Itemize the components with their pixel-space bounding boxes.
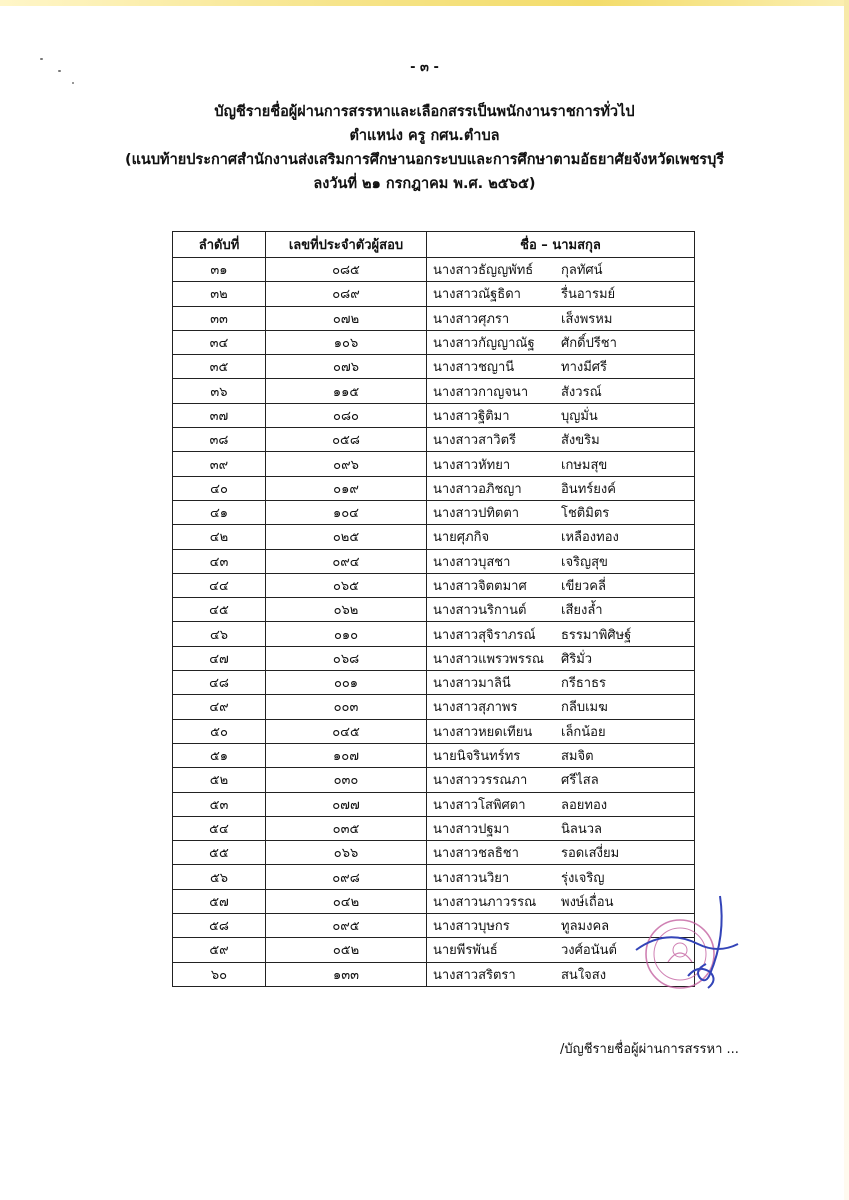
- row-order: ๔๖: [173, 622, 266, 646]
- row-exam-id: ๐๔๕: [266, 719, 427, 743]
- table-row: [173, 865, 695, 889]
- row-order: ๓๑: [173, 258, 266, 282]
- row-first-name: นางสาวนวิยา: [433, 870, 510, 886]
- row-first-name: นางสาวสุภาพร: [433, 700, 518, 716]
- row-first-name: นางสาวแพรวพรรณ: [433, 651, 544, 667]
- title-line-3: (แนบท้ายประกาศสำนักงานส่งเสริมการศึกษานอกระบบและการศึกษาตามอัธยาศัยจังหวัดเพชรบุรี: [124, 152, 725, 168]
- row-order: ๓๕: [173, 355, 266, 379]
- row-last-name: เกษมสุข: [561, 457, 608, 473]
- row-exam-id: ๐๑๙: [266, 476, 427, 500]
- row-full-name: [427, 622, 695, 646]
- table-header-row: [173, 232, 695, 258]
- row-exam-id: ๐๙๘: [266, 865, 427, 889]
- header-order: ลำดับที่: [173, 232, 266, 258]
- row-full-name: [427, 549, 695, 573]
- table-row: [173, 962, 695, 986]
- row-first-name: นางสาวโสพิศตา: [433, 797, 526, 813]
- row-first-name: นางสาวสริตรา: [433, 967, 516, 983]
- document-title: [0, 100, 849, 196]
- row-full-name: [427, 671, 695, 695]
- row-full-name: [427, 330, 695, 354]
- row-last-name: ศักดิ์ปรีชา: [561, 336, 617, 352]
- table-row: [173, 719, 695, 743]
- row-last-name: ศิริมั่ว: [561, 651, 593, 667]
- table-row: [173, 914, 695, 938]
- row-order: ๔๕: [173, 598, 266, 622]
- table-row: [173, 841, 695, 865]
- page-edge-top: [0, 0, 849, 6]
- row-last-name: กรีธาธร: [561, 676, 607, 692]
- row-order: ๔๐: [173, 476, 266, 500]
- row-first-name: นางสาวมาลินี: [433, 676, 511, 692]
- row-full-name: [427, 282, 695, 306]
- row-order: ๓๒: [173, 282, 266, 306]
- row-last-name: กุลทัศน์: [561, 263, 603, 279]
- row-exam-id: ๐๐๓: [266, 695, 427, 719]
- row-first-name: นางสาวหัทยา: [433, 457, 511, 473]
- row-exam-id: ๐๙๕: [266, 914, 427, 938]
- row-last-name: ศรีไสล: [561, 773, 599, 789]
- row-exam-id: ๐๖๖: [266, 841, 427, 865]
- row-first-name: นางสาวสาวิตรี: [433, 433, 517, 449]
- table-row: [173, 379, 695, 403]
- row-exam-id: ๐๖๘: [266, 646, 427, 670]
- row-first-name: นางสาวชลธิชา: [433, 846, 519, 862]
- row-exam-id: ๐๓๐: [266, 768, 427, 792]
- row-last-name: เล็กน้อย: [561, 724, 606, 740]
- row-order: ๔๑: [173, 500, 266, 524]
- table-row: [173, 330, 695, 354]
- row-full-name: [427, 719, 695, 743]
- table-row: [173, 598, 695, 622]
- row-last-name: บุญมั่น: [561, 408, 598, 424]
- row-full-name: [427, 841, 695, 865]
- row-first-name: นายศุภกิจ: [433, 530, 490, 546]
- row-last-name: เหลืองทอง: [561, 530, 619, 546]
- row-order: ๓๘: [173, 428, 266, 452]
- row-exam-id: ๐๗๖: [266, 355, 427, 379]
- row-first-name: นายพีรพันธ์: [433, 943, 498, 959]
- row-full-name: [427, 355, 695, 379]
- row-order: ๔๓: [173, 549, 266, 573]
- table-row: [173, 743, 695, 767]
- row-last-name: ลอยทอง: [561, 797, 608, 813]
- row-last-name: เจริญสุข: [561, 554, 608, 570]
- row-exam-id: ๑๐๗: [266, 743, 427, 767]
- row-order: ๓๔: [173, 330, 266, 354]
- official-stamp-signature: [628, 892, 743, 1004]
- row-full-name: [427, 598, 695, 622]
- row-exam-id: ๐๖๕: [266, 573, 427, 597]
- row-first-name: นางสาวธัญญพัทธ์: [433, 263, 534, 279]
- table-row: [173, 452, 695, 476]
- row-exam-id: ๐๑๐: [266, 622, 427, 646]
- row-first-name: นางสาวบุสชา: [433, 554, 511, 570]
- table-body: [173, 258, 695, 987]
- row-full-name: [427, 695, 695, 719]
- row-last-name: รุ่งเจริญ: [561, 870, 605, 886]
- row-exam-id: ๐๘๕: [266, 258, 427, 282]
- row-exam-id: ๐๖๒: [266, 598, 427, 622]
- row-last-name: นิลนวล: [561, 821, 603, 837]
- row-first-name: นางสาวกัญญาณัฐ: [433, 336, 535, 352]
- header-full-name: ชื่อ – นามสกุล: [427, 232, 695, 258]
- table-row: [173, 573, 695, 597]
- table-row: [173, 282, 695, 306]
- table-row: [173, 306, 695, 330]
- row-order: ๕๔: [173, 816, 266, 840]
- row-full-name: [427, 403, 695, 427]
- row-first-name: นางสาวหยดเทียน: [433, 724, 533, 740]
- table-row: [173, 500, 695, 524]
- row-exam-id: ๐๐๑: [266, 671, 427, 695]
- row-order: ๓๗: [173, 403, 266, 427]
- row-order: ๓๖: [173, 379, 266, 403]
- row-first-name: นางสาววรรณภา: [433, 773, 528, 789]
- row-full-name: [427, 476, 695, 500]
- row-last-name: ทางมีศรี: [561, 360, 608, 376]
- page-number: - ๓ -: [410, 60, 439, 75]
- title-line-4: ลงวันที่ ๒๑ กรกฎาคม พ.ศ. ๒๕๖๕): [313, 176, 536, 192]
- row-order: ๕๐: [173, 719, 266, 743]
- row-order: ๕๕: [173, 841, 266, 865]
- row-last-name: โชติมิตร: [561, 506, 610, 522]
- row-last-name: พงษ์เถื่อน: [561, 894, 614, 910]
- row-first-name: นางสาวณัฐธิดา: [433, 287, 521, 303]
- row-first-name: นางสาวสุจิราภรณ์: [433, 627, 536, 643]
- row-exam-id: ๐๘๐: [266, 403, 427, 427]
- row-last-name: เสียงล้ำ: [561, 603, 603, 619]
- row-first-name: นางสาวอภิชญา: [433, 481, 522, 497]
- continuation-note: /บัญชีรายชื่อผู้ผ่านการสรรหา ...: [560, 1042, 739, 1057]
- row-order: ๔๗: [173, 646, 266, 670]
- row-full-name: [427, 573, 695, 597]
- row-full-name: [427, 792, 695, 816]
- row-exam-id: ๐๗๗: [266, 792, 427, 816]
- row-full-name: [427, 452, 695, 476]
- row-full-name: [427, 646, 695, 670]
- row-order: ๕๙: [173, 938, 266, 962]
- row-order: ๔๒: [173, 525, 266, 549]
- table-row: [173, 768, 695, 792]
- table-row: [173, 938, 695, 962]
- table-row: [173, 889, 695, 913]
- table-row: [173, 549, 695, 573]
- row-exam-id: ๐๓๕: [266, 816, 427, 840]
- title-line-1: บัญชีรายชื่อผู้ผ่านการสรรหาและเลือกสรรเป็นพนักงานราชการทั่วไป: [214, 104, 635, 120]
- header-exam-id: เลขที่ประจำตัวผู้สอบ: [266, 232, 427, 258]
- row-full-name: [427, 768, 695, 792]
- row-last-name: รอดเสงี่ยม: [561, 846, 620, 862]
- row-last-name: กลีบเมฆ: [561, 700, 608, 716]
- row-last-name: เส็งพรหม: [561, 311, 613, 327]
- row-exam-id: ๑๐๖: [266, 330, 427, 354]
- row-first-name: นางสาวศุภรา: [433, 311, 510, 327]
- row-order: ๕๖: [173, 865, 266, 889]
- row-exam-id: ๐๙๖: [266, 452, 427, 476]
- table-row: [173, 403, 695, 427]
- row-exam-id: ๐๘๙: [266, 282, 427, 306]
- row-full-name: [427, 379, 695, 403]
- row-last-name: ธรรมาพิศิษฐ์: [561, 627, 632, 643]
- row-order: ๔๘: [173, 671, 266, 695]
- row-last-name: รื่นอารมย์: [561, 287, 616, 303]
- row-first-name: นางสาวกาญจนา: [433, 384, 529, 400]
- row-full-name: [427, 816, 695, 840]
- table-row: [173, 355, 695, 379]
- row-order: ๖๐: [173, 962, 266, 986]
- table-row: [173, 476, 695, 500]
- row-exam-id: ๑๐๔: [266, 500, 427, 524]
- table-row: [173, 816, 695, 840]
- row-first-name: นางสาวบุษกร: [433, 919, 510, 935]
- row-order: ๕๘: [173, 914, 266, 938]
- row-first-name: นางสาวปฐมา: [433, 821, 510, 837]
- row-full-name: [427, 525, 695, 549]
- row-exam-id: ๐๗๒: [266, 306, 427, 330]
- title-line-2: ตำแหน่ง ครู กศน.ตำบล: [349, 128, 500, 144]
- row-last-name: อินทร์ยงค์: [561, 481, 616, 497]
- row-exam-id: ๑๓๓: [266, 962, 427, 986]
- row-exam-id: ๑๑๕: [266, 379, 427, 403]
- row-exam-id: ๐๙๔: [266, 549, 427, 573]
- row-full-name: [427, 258, 695, 282]
- row-order: ๓๓: [173, 306, 266, 330]
- row-full-name: [427, 306, 695, 330]
- row-full-name: [427, 500, 695, 524]
- row-last-name: เขียวคลี่: [561, 579, 606, 594]
- row-first-name: นางสาวปทิตตา: [433, 506, 520, 522]
- row-order: ๕๗: [173, 889, 266, 913]
- row-exam-id: ๐๕๘: [266, 428, 427, 452]
- row-first-name: นางสาวฐิติมา: [433, 408, 510, 424]
- row-order: ๕๓: [173, 792, 266, 816]
- row-order: ๔๔: [173, 573, 266, 597]
- row-first-name: นายนิจรินทร์ทร: [433, 749, 521, 765]
- row-last-name: สนใจสง: [561, 967, 607, 983]
- scan-speck: [72, 82, 74, 84]
- row-last-name: ทูลมงคล: [561, 919, 610, 935]
- table-row: [173, 525, 695, 549]
- row-exam-id: ๐๒๕: [266, 525, 427, 549]
- table-row: [173, 792, 695, 816]
- candidate-table: [172, 231, 695, 987]
- row-first-name: นางสาวนริกานต์: [433, 603, 527, 619]
- row-first-name: นางสาวชญานี: [433, 360, 515, 376]
- row-order: ๓๙: [173, 452, 266, 476]
- table-row: [173, 695, 695, 719]
- row-last-name: สังวรณ์: [561, 384, 602, 400]
- row-exam-id: ๐๔๒: [266, 889, 427, 913]
- row-last-name: สมจิต: [561, 749, 594, 765]
- row-first-name: นางสาวจิตตมาศ: [433, 579, 527, 594]
- row-order: ๕๒: [173, 768, 266, 792]
- row-full-name: [427, 428, 695, 452]
- table-row: [173, 428, 695, 452]
- table-row: [173, 671, 695, 695]
- table-row: [173, 646, 695, 670]
- row-full-name: [427, 865, 695, 889]
- row-order: ๕๑: [173, 743, 266, 767]
- row-last-name: วงศ์อนันต์: [561, 943, 617, 959]
- row-last-name: สังขริม: [561, 433, 600, 449]
- row-full-name: [427, 743, 695, 767]
- table-row: [173, 622, 695, 646]
- row-exam-id: ๐๕๒: [266, 938, 427, 962]
- row-order: ๔๙: [173, 695, 266, 719]
- row-first-name: นางสาวนภาวรรณ: [433, 894, 537, 910]
- table-row: [173, 258, 695, 282]
